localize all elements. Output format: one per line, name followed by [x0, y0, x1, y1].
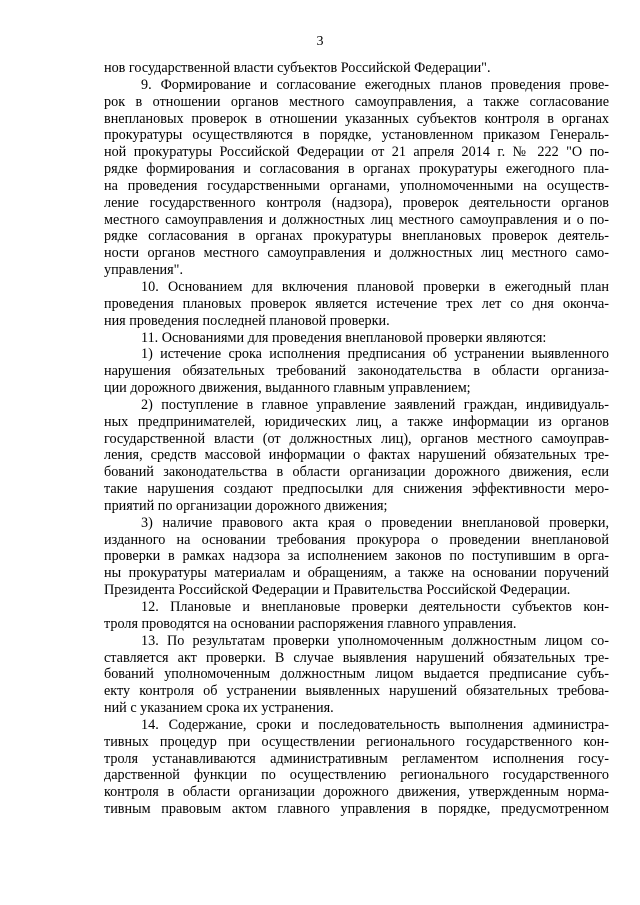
paragraph — [104, 346, 609, 397]
text-line: 12. Плановые и внеплановые проверки деятельности субъектов кон- — [141, 599, 609, 615]
text-line: управления". — [104, 262, 184, 279]
text-line: рок в отношении органов местного самоуправления, а также согласование — [104, 93, 609, 110]
text-line: ной прокуратуры Российской Федерации от 21 апреля 2014 г. № 222 "О по- — [104, 144, 609, 161]
text-line: на проведения государственными органами, уполномоченными на осуществ- — [104, 177, 609, 194]
paragraph — [104, 279, 609, 330]
paragraph — [104, 515, 609, 599]
text-line: проверки в рамках надзора за исполнением законов по поступившим в орга- — [104, 548, 609, 565]
text-line: ний с указанием срока их устранения. — [104, 700, 334, 717]
text-line: ление государственного контроля (надзора), проверок деятельности органов — [104, 194, 609, 211]
text-line: ности органов местного самоуправления и должностных лиц местного само- — [104, 245, 609, 262]
text-line: ных предпринимателей, юридических лиц, а также информации из органов — [104, 413, 609, 430]
text-line: троля устанавливаются административным регламентом исполнения госу- — [104, 750, 609, 767]
text-line: дарственной функции по осуществлению регионального государственного — [104, 767, 609, 784]
text-line: бований уполномоченным должностным лицом выдается предписание субъ- — [104, 666, 609, 683]
text-line: нарушения обязательных требований законодательства в области организа- — [104, 363, 609, 380]
text-line: государственной власти (от должностных лиц), органов местного самоуправ- — [104, 430, 609, 447]
text-line: ны прокуратуры материалам и обращениям, а также на основании поручений — [104, 565, 609, 582]
text-line: 3) наличие правового акта края о проведении внеплановой проверки, — [141, 514, 609, 531]
text-line: 10. Основанием для включения плановой проверки в ежегодный план — [141, 278, 609, 295]
text-line: 2) поступление в главное управление заявлений граждан, индивидуаль- — [141, 396, 609, 413]
text-line: тивным правовым актом главного управления в порядке, предусмотренном — [104, 801, 609, 818]
document-body — [104, 60, 609, 818]
text-line: екту контроля об устранении выявленных нарушений обязательных требова- — [104, 683, 609, 700]
text-line: троля проводятся на основании распоряжения главного управления. — [104, 615, 517, 632]
text-line: контроля в области организации дорожного движения, утвержденным норма- — [104, 784, 609, 801]
text-line: изданного на основании требования прокурора о проведении внеплановой — [104, 531, 609, 548]
text-line: тивных процедур при осуществлении регионального государственного кон- — [104, 733, 609, 750]
paragraph — [104, 77, 609, 279]
text-line: 13. По результатам проверки уполномоченным должностным лицом со- — [141, 632, 609, 649]
text-line: ния проведения последней плановой проверки. — [104, 312, 390, 329]
text-line: прокуратуры осуществляются в порядке, установленном приказом Генераль- — [104, 127, 609, 144]
text-line: проведения плановых проверок является истечение трех лет со дня оконча- — [104, 295, 609, 312]
text-line: ления, средств массовой информации о фактах нарушений обязательных тре- — [104, 447, 609, 464]
text-line: рядке формирования и согласования в органах прокуратуры ежегодного пла- — [104, 161, 609, 178]
text-line: 11. Основаниями для проведения внеплановой проверки являются: — [141, 329, 547, 346]
text-line: внеплановых проверок в отношении указанных субъектов контроля в органах — [104, 110, 609, 127]
paragraph — [104, 633, 609, 717]
text-line: такие нарушения создают предпосылки для снижения эффективности меро- — [104, 481, 609, 498]
text-line: 9. Формирование и согласование ежегодных планов проведения прове- — [141, 76, 609, 93]
text-line: 1) истечение срока исполнения предписания об устранении выявленного — [141, 346, 609, 363]
text-line: 14. Содержание, сроки и последовательность выполнения администра- — [141, 716, 609, 733]
text-line: ции дорожного движения, выданного главным управлением; — [104, 380, 471, 397]
paragraph — [104, 397, 609, 515]
paragraph — [104, 60, 609, 77]
paragraph — [104, 717, 609, 818]
text-line: бований законодательства в области организации дорожного движения, если — [104, 464, 609, 481]
text-line: рядке согласования в органах прокуратуры внеплановых проверок деятель- — [104, 228, 609, 245]
text-line: нов государственной власти субъектов Российской Федерации". — [104, 60, 491, 76]
text-line: местного самоуправления и должностных лиц местного самоуправления и о по- — [104, 211, 609, 228]
paragraph — [104, 599, 609, 633]
paragraph — [104, 330, 609, 347]
page-number: 3 — [316, 34, 324, 49]
text-line: ставляется акт проверки. В случае выявления нарушений обязательных тре- — [104, 649, 609, 666]
text-line: приятий по организации дорожного движения; — [104, 497, 388, 514]
text-line: Президента Российской Федерации и Правительства Российской Федерации. — [104, 582, 571, 599]
